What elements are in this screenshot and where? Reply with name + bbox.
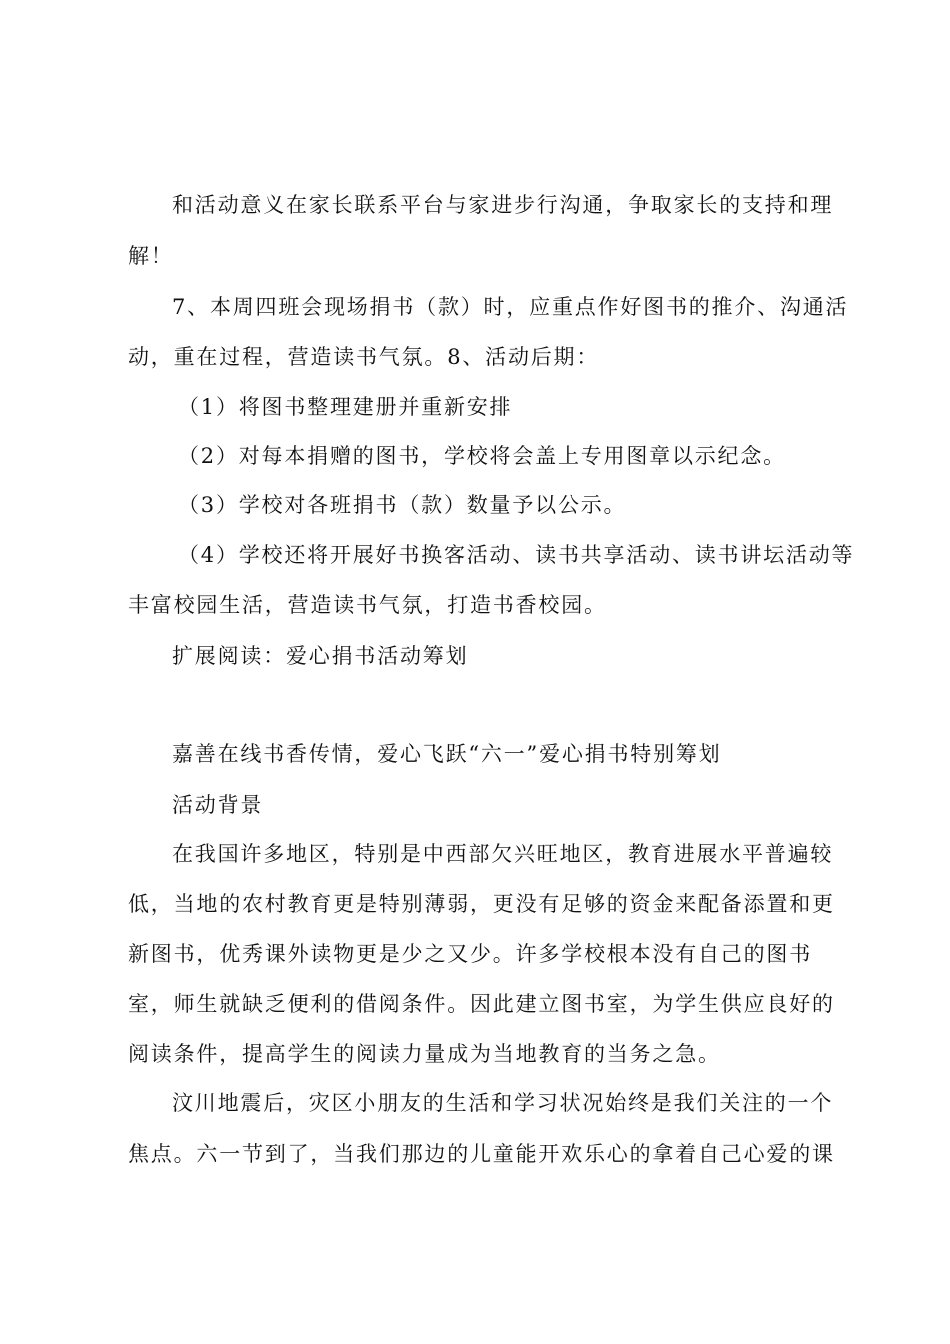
paragraph-line: 和活动意义在家长联系平台与家进步行沟通，争取家长的支持和理: [172, 193, 834, 217]
paragraph-line: 7、本周四班会现场捐书（款）时，应重点作好图书的推介、沟通活: [172, 295, 849, 319]
section-heading: 活动背景: [172, 793, 264, 817]
list-item: （4）学校还将开展好书换客活动、读书共享活动、读书讲坛活动等: [178, 543, 855, 567]
extended-reading-heading: 扩展阅读：爱心捐书活动筹划: [172, 644, 469, 668]
list-item: （3）学校对各班捐书（款）数量予以公示。: [178, 493, 627, 517]
paragraph-line: 汶川地震后，灾区小朋友的生活和学习状况始终是我们关注的一个: [172, 1091, 834, 1115]
paragraph-line: 解！: [128, 244, 174, 268]
article-title: 嘉善在线书香传情，爱心飞跃“六一”爱心捐书特别筹划: [172, 742, 722, 766]
paragraph-line: 丰富校园生活，营造读书气氛，打造书香校园。: [128, 593, 607, 617]
list-item: （2）对每本捐赠的图书，学校将会盖上专用图章以示纪念。: [178, 444, 786, 468]
paragraph-line: 新图书，优秀课外读物更是少之又少。许多学校根本没有自己的图书: [128, 942, 812, 966]
paragraph-line: 在我国许多地区，特别是中西部欠兴旺地区，教育进展水平普遍较: [172, 842, 834, 866]
list-item: （1）将图书整理建册并重新安排: [178, 395, 513, 419]
paragraph-line: 动，重在过程，营造读书气氛。8、活动后期：: [128, 345, 600, 369]
paragraph-line: 焦点。六一节到了，当我们那边的儿童能开欢乐心的拿着自己心爱的课: [128, 1142, 835, 1166]
paragraph-line: 阅读条件，提高学生的阅读力量成为当地教育的当务之急。: [128, 1042, 721, 1066]
paragraph-line: 室，师生就缺乏便利的借阅条件。因此建立图书室，为学生供应良好的: [128, 992, 835, 1016]
paragraph-line: 低，当地的农村教育更是特别薄弱，更没有足够的资金来配备添置和更: [128, 892, 835, 916]
